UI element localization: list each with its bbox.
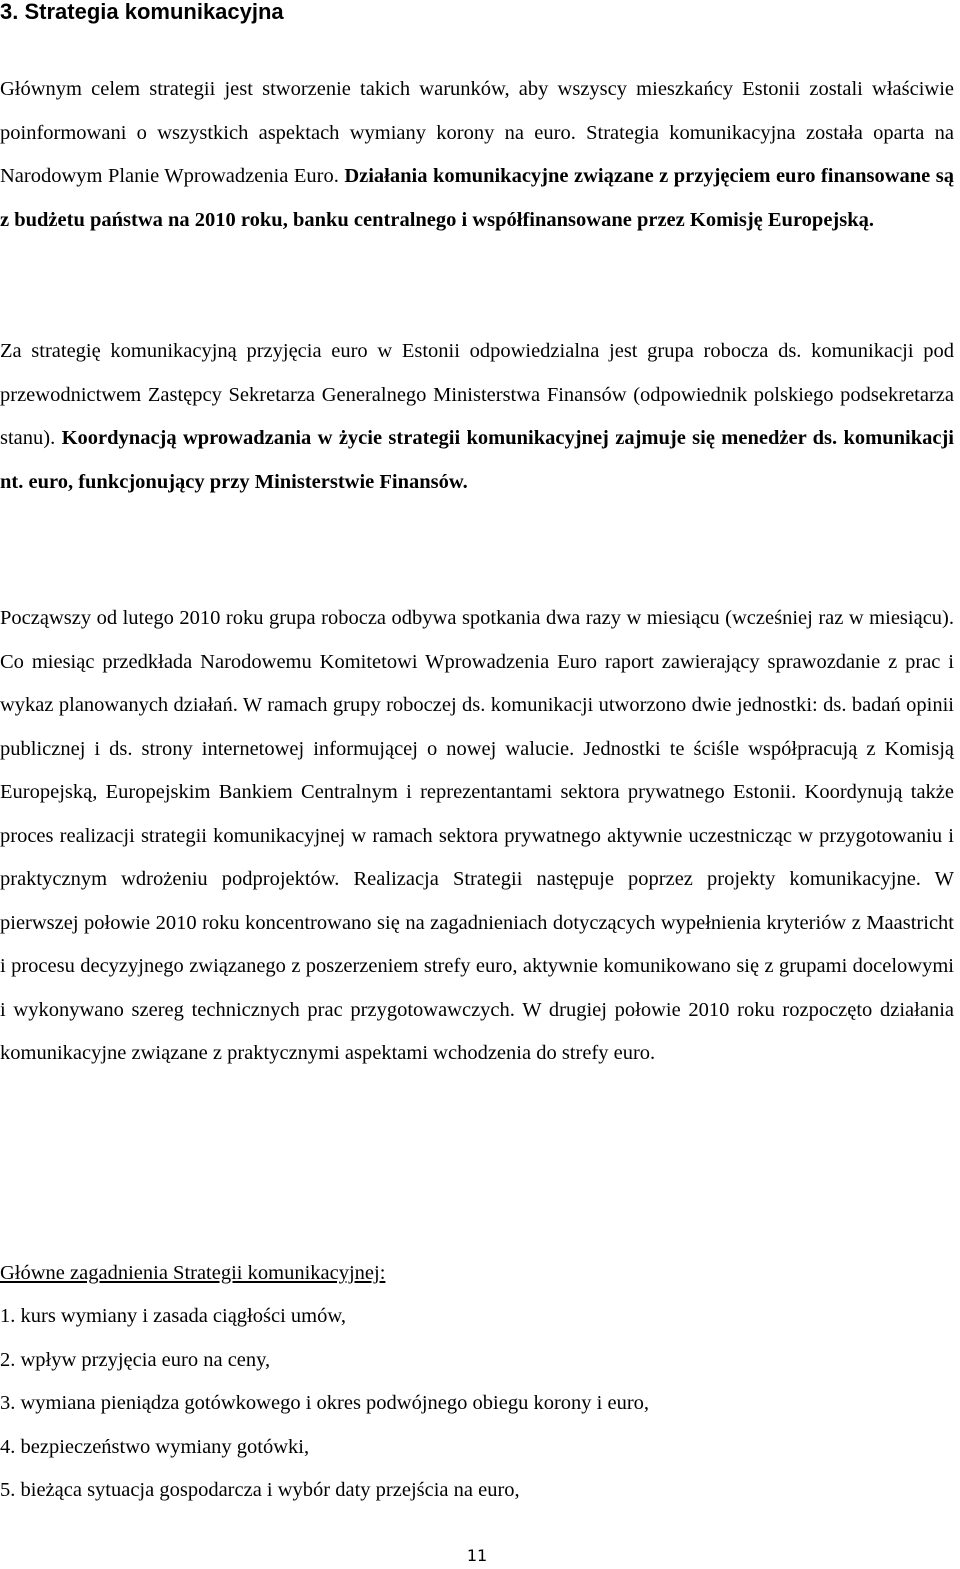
list-item: 5. bieżąca sytuacja gospodarcza i wybór daty przejścia na euro,: [0, 1479, 520, 1501]
paragraph-communication-goal: [0, 68, 954, 242]
paragraph-bold-text: Koordynacją wprowadzania w życie strategii komunikacyjnej zajmuje się menedżer ds. komunikacji nt. euro, funkcjonujący przy Ministerstwie Finansów.: [0, 427, 955, 493]
list-item: 3. wymiana pieniądza gotówkowego i okres podwójnego obiegu korony i euro,: [0, 1392, 650, 1414]
section-heading: 3. Strategia komunikacyjna: [0, 0, 284, 24]
paragraph-meetings: [0, 597, 954, 1076]
list-item: 2. wpływ przyjęcia euro na ceny,: [0, 1348, 271, 1371]
list-item: 4. bezpieczeństwo wymiany gotówki,: [0, 1435, 310, 1458]
list-title: Główne zagadnienia Strategii komunikacyjnej:: [0, 1262, 386, 1284]
main-topics-list: [0, 1295, 649, 1513]
paragraph-bold-text: Działania komunikacyjne związane z przyjęciem euro finansowane są z budżetu państwa na 2010 roku, banku centralnego i współfinansowane przez Komisję Europejską.: [0, 165, 954, 231]
list-item: 1. kurs wymiany i zasada ciągłości umów,: [0, 1305, 346, 1327]
paragraph-text: Głównym celem strategii jest stworzenie takich warunków, aby wszyscy mieszkańcy Estonii zostali właściwie poinformowani o wszystkich aspektach wymiany korony na euro. Strategia komunikacyjna została oparta na Narodowym Planie Wprowadzenia Euro.: [0, 78, 954, 187]
paragraph-text: Począwszy od lutego 2010 roku grupa robocza odbywa spotkania dwa razy w miesiącu (wcześniej raz w miesiącu). Co miesiąc przedkłada Narodowemu Komitetowi Wprowadzenia Euro raport zawierający sprawozdanie z prac i wykaz planowanych działań. W ramach grupy roboczej ds. komunikacji utworzono dwie jednostki: ds. badań opinii publicznej i ds. strony internetowej informującej o nowej walucie. Jednostki te ściśle współpracują z Komisją Europejską, Europejskim Bankiem Centralnym i reprezentantami sektora prywatnego Estonii. Koordynują także proces realizacji strategii komunikacyjnej w ramach sektora prywatnego aktywnie uczestnicząc w przygotowaniu i praktycznym wdrożeniu podprojektów. Realizacja Strategii następuje poprzez projekty komunikacyjne. W pierwszej połowie 2010 roku koncentrowano się na zagadnieniach dotyczących wypełnienia kryteriów z Maastricht i procesu decyzyjnego związanego z poszerzeniem strefy euro, aktywnie komunikowano się z grupami docelowymi i wykonywano szereg technicznych prac przygotowawczych. W drugiej połowie 2010 roku rozpoczęto działania komunikacyjne związane z praktycznymi aspektami wchodzenia do strefy euro.: [0, 607, 954, 1064]
page-number: 11: [466, 1546, 488, 1565]
paragraph-text: Za strategię komunikacyjną przyjęcia euro w Estonii odpowiedzialna jest grupa robocza ds. komunikacji pod przewodnictwem Zastępcy Sekretarza Generalnego Ministerstwa Finansów (odpowiednik polskiego podsekretarza stanu).: [0, 340, 954, 449]
paragraph-working-group: [0, 330, 954, 504]
